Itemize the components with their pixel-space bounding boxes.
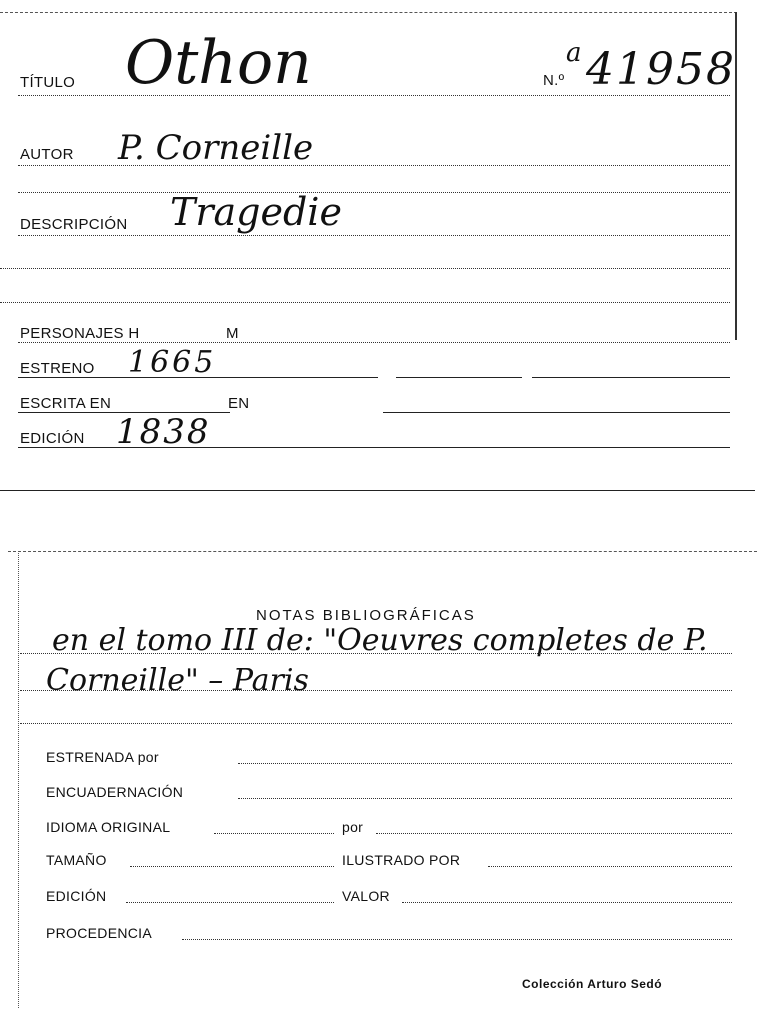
label-edicion: EDICIÓN: [20, 430, 85, 447]
label-idioma-original: IDIOMA ORIGINAL: [46, 819, 171, 835]
label-escrita-en-2: EN: [228, 395, 250, 412]
card-border-left: [18, 551, 19, 1008]
rule-valor: [402, 902, 732, 903]
label-personajes-h: PERSONAJES H: [20, 325, 140, 342]
catalog-card-front: [0, 0, 759, 495]
label-autor: AUTOR: [20, 146, 74, 163]
label-valor: VALOR: [342, 888, 390, 904]
rule-personajes: [18, 342, 730, 343]
rule-descripcion-3: [0, 302, 730, 303]
label-descripcion: DESCRIPCIÓN: [20, 216, 128, 233]
label-estrenada-por: ESTRENADA por: [46, 749, 159, 765]
value-estreno: 1665: [128, 345, 217, 380]
rule-estreno-3: [532, 377, 730, 378]
rule-estreno-2: [396, 377, 522, 378]
rule-idioma: [214, 833, 334, 834]
rule-estrenada: [238, 763, 732, 764]
rule-ilustrado: [488, 866, 732, 867]
card-border-top: [0, 12, 737, 13]
value-descripcion: Tragedie: [170, 190, 342, 234]
catalog-card-back: [0, 545, 759, 1028]
value-numero-sup: a: [566, 38, 582, 68]
notes-line-1: en el tomo III de: "Oeuvres completes de P.: [52, 623, 708, 658]
label-procedencia: PROCEDENCIA: [46, 925, 152, 941]
rule-autor: [18, 165, 730, 166]
rule-notes-3: [20, 723, 732, 724]
rule-encuadernacion: [238, 798, 732, 799]
value-autor: P. Corneille: [118, 128, 314, 168]
rule-escrita-2: [383, 412, 730, 413]
rule-por: [376, 833, 732, 834]
value-titulo: Othon: [125, 28, 312, 98]
value-edicion: 1838: [116, 412, 211, 452]
rule-notes-1: [20, 653, 732, 654]
rule-titulo: [18, 95, 730, 96]
rule-tamano: [130, 866, 334, 867]
rule-autor-2: [18, 192, 730, 193]
rule-descripcion-2: [0, 268, 730, 269]
collection-credit: Colección Arturo Sedó: [522, 977, 663, 991]
label-tamano: TAMAÑO: [46, 852, 107, 868]
rule-notes-2: [20, 690, 732, 691]
value-numero: 41958: [586, 44, 736, 95]
rule-edicion-back: [126, 902, 334, 903]
label-escrita-en: ESCRITA EN: [20, 395, 112, 412]
notes-heading: NOTAS BIBLIOGRÁFICAS: [256, 607, 476, 624]
rule-procedencia: [182, 939, 732, 940]
label-edicion-back: EDICIÓN: [46, 888, 107, 904]
rule-descripcion: [18, 235, 730, 236]
label-encuadernacion: ENCUADERNACIÓN: [46, 784, 184, 800]
label-por: por: [342, 819, 364, 835]
card-border-top: [8, 551, 757, 552]
label-titulo: TÍTULO: [20, 74, 76, 91]
label-numero: N.º: [543, 72, 565, 89]
label-ilustrado-por: ILUSTRADO POR: [342, 852, 461, 868]
rule-estreno: [18, 377, 378, 378]
label-estreno: ESTRENO: [20, 360, 95, 377]
card-bottom-edge: [0, 490, 755, 491]
notes-line-2: Corneille" – Paris: [46, 663, 309, 698]
rule-edicion: [18, 447, 730, 448]
label-personajes-m: M: [226, 325, 239, 342]
